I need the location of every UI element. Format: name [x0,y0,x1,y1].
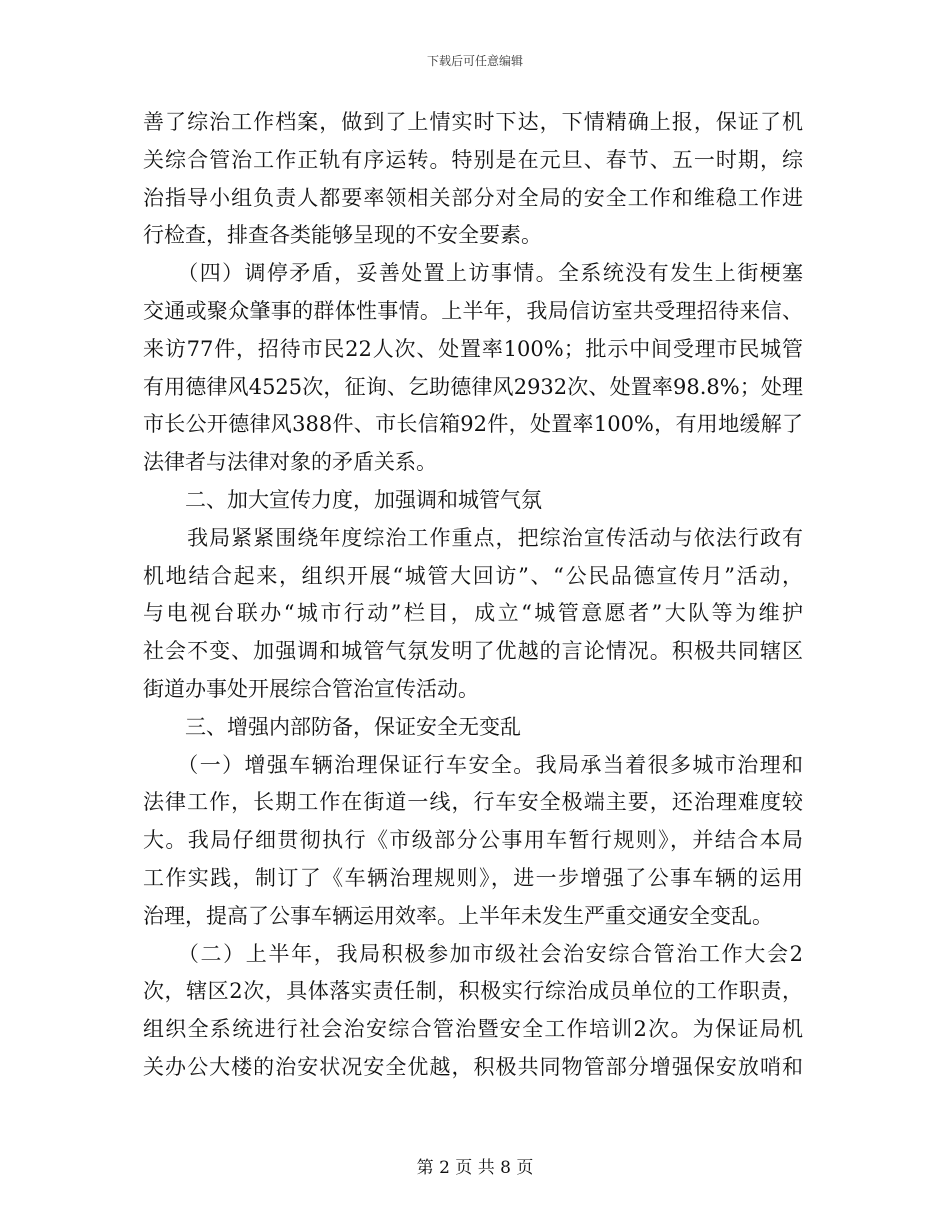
text-line: 社会不变、加强调和城管气氛发明了优越的言论情况。积极共同辖区 [143,639,803,664]
document-body [143,104,803,1087]
text-line: 有用德律风4525次，征询、乞助德律风2932次、处置率98.8%；处理 [143,374,803,399]
text-line: 市长公开德律风388件、市长信箱92件，处置率100%，有用地缓解了 [143,412,803,437]
section-heading: 二、加大宣传力度，加强调和城管气氛 [143,487,542,512]
page-header: 下载后可任意编辑 [426,54,523,68]
text-line: （四）调停矛盾，妥善处置上访事情。全系统没有发生上街梗塞 [143,261,803,286]
text-line: 关办公大楼的治安状况安全优越，积极共同物管部分增强保安放哨和 [143,1054,803,1079]
text-line: 行检查，排查各类能够呈现的不安全要素。 [143,223,542,248]
text-line: 关综合管治工作正轨有序运转。特别是在元旦、春节、五一时期，综 [143,147,803,172]
text-line: 机地结合起来，组织开展“城管大回访”、“公民品德宣传月”活动， [143,563,803,588]
text-line: （一）增强车辆治理保证行车安全。我局承当着很多城市治理和 [143,752,803,777]
text-line: 善了综治工作档案，做到了上情实时下达，下情精确上报，保证了机 [143,110,803,134]
text-line: 大。我局仔细贯彻执行《市级部分公事用车暂行规则》，并结合本局 [143,828,803,853]
text-line: 街道办事处开展综合管治宣传活动。 [143,676,479,701]
text-line: 法律者与法律对象的矛盾关系。 [143,450,437,475]
text-line: 次，辖区2次，具体落实责任制，积极实行综治成员单位的工作职责， [143,979,803,1004]
text-line: 治理，提高了公事车辆运用效率。上半年未发生严重交通安全变乱。 [143,903,773,928]
section-heading: 三、增强内部防备，保证安全无变乱 [143,714,521,739]
text-line: （二）上半年，我局积极参加市级社会治安综合管治工作大会2 [143,941,803,966]
text-line: 工作实践，制订了《车辆治理规则》，进一步增强了公事车辆的运用 [143,865,803,890]
text-line: 交通或聚众肇事的群体性事情。上半年，我局信访室共受理招待来信、 [143,298,803,323]
text-line: 治指导小组负责人都要率领相关部分对全局的安全工作和维稳工作进 [143,185,803,210]
text-line: 组织全系统进行社会治安综合管治暨安全工作培训2次。为保证局机 [143,1017,803,1042]
text-line: 来访77件，招待市民22人次、处置率100%；批示中间受理市民城管 [143,336,803,361]
text-line: 我局紧紧围绕年度综治工作重点，把综治宣传活动与依法行政有 [143,525,803,550]
page-footer: 第 2 页 共 8 页 [416,1158,534,1178]
text-line: 法律工作，长期工作在街道一线，行车安全极端主要，还治理难度较 [143,790,803,815]
text-line: 与电视台联办“城市行动”栏目，成立“城管意愿者”大队等为维护 [143,601,803,626]
